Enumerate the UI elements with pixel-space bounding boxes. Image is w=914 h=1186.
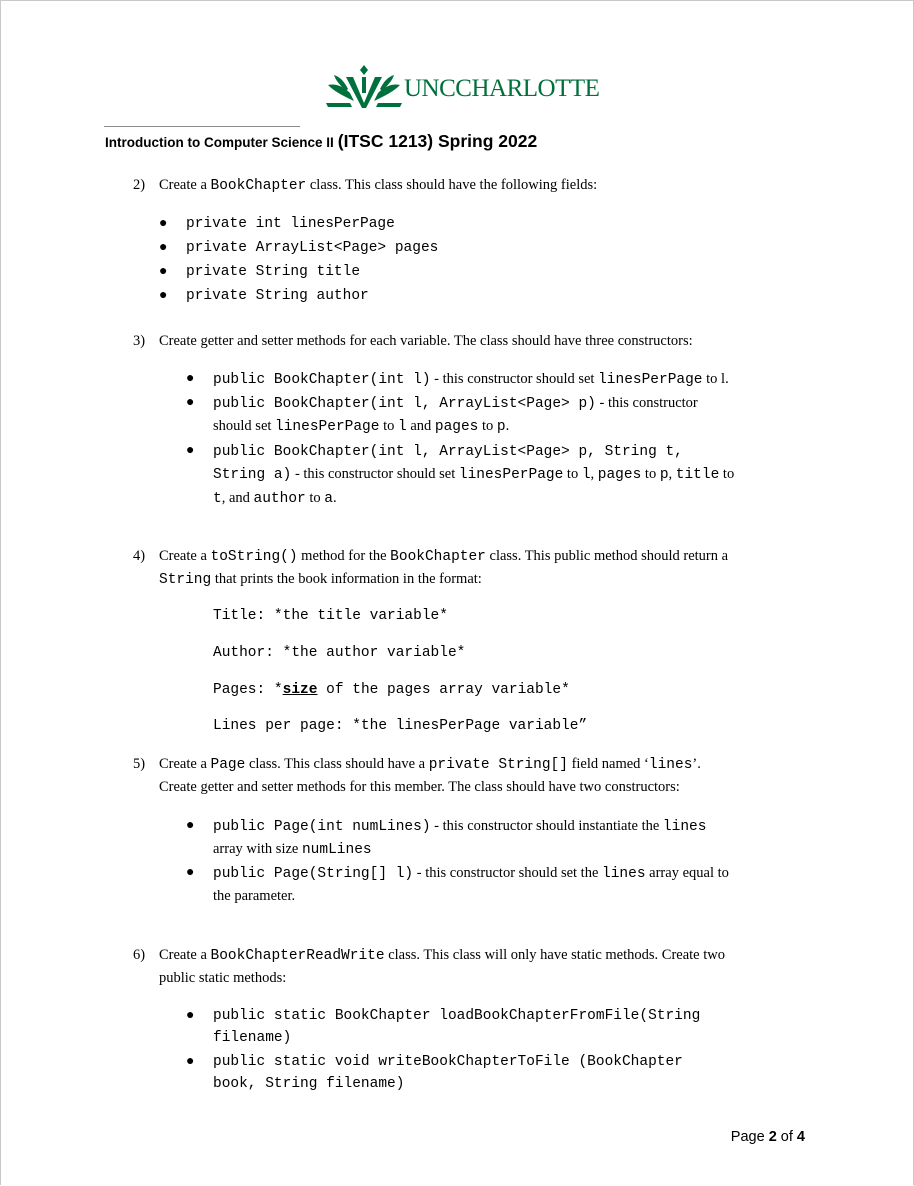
bullet-icon: ● (186, 865, 195, 880)
q4-number: 4) (133, 548, 146, 564)
q5-text-line2: Create getter and setter methods for this member. The class should have two constructors: (159, 779, 680, 795)
text-span: - this constructor (595, 395, 698, 411)
q3-constructor-2-line1 (213, 395, 698, 412)
current-page: 2 (768, 1129, 777, 1145)
format-pages-line (213, 682, 570, 698)
header-divider (104, 126, 300, 127)
code-span: linesPerPage (598, 372, 703, 388)
text-span: Create a (159, 756, 211, 772)
page-number (731, 1129, 805, 1145)
bullet-icon: ● (159, 240, 168, 255)
text-span: , (668, 466, 676, 482)
code-span: BookChapter (390, 549, 486, 565)
q5-constructor-1-line1 (213, 818, 706, 835)
code-span: pages (434, 419, 479, 435)
code-span: String (159, 572, 212, 588)
q2-text (159, 177, 597, 194)
q5-constructor-1-line2 (213, 841, 372, 858)
code-span: a (324, 491, 333, 507)
q6-text-line1 (159, 947, 725, 964)
q4-text-line1 (159, 548, 728, 565)
text-span: to (563, 466, 582, 482)
text-span: . (505, 418, 510, 434)
code-span: linesPerPage (275, 419, 380, 435)
university-logo (326, 63, 600, 109)
text-span: field named ‘ (567, 756, 649, 772)
text-span: to l. (702, 371, 729, 387)
text-span: class. This class will only have static methods. Create two (384, 947, 725, 963)
bullet-icon: ● (186, 371, 195, 386)
q3-number: 3) (133, 333, 146, 349)
q6-text-line2: public static methods: (159, 970, 287, 986)
code-span: private String[] (428, 757, 568, 773)
q4-text-line2 (159, 571, 482, 588)
text-span: . (332, 490, 337, 506)
text-span: to (379, 418, 398, 434)
code-span: l (581, 467, 591, 483)
q2-text-part: class. This class should have the following fields: (306, 177, 598, 193)
method-write-line2: book, String filename) (213, 1076, 405, 1092)
text-span: - this constructor should set the (413, 865, 603, 881)
q5-text-line1 (159, 756, 701, 773)
text-span: class. This class should have a (245, 756, 429, 772)
text-span: - this constructor should instantiate the (430, 818, 663, 834)
q2-number: 2) (133, 177, 146, 193)
q5-constructor-2-line1 (213, 865, 729, 882)
format-author-line: Author: *the author variable* (213, 645, 466, 661)
code-span: public Page(int numLines) (213, 819, 431, 835)
code-span: toString() (210, 549, 298, 565)
text-span: Page (730, 1129, 769, 1145)
q5-constructor-2-line2: the parameter. (213, 888, 296, 904)
text-span: Create a (159, 947, 211, 963)
text-span: - this constructor should set (430, 371, 599, 387)
code-span: lines (602, 866, 646, 882)
field-item: private String author (186, 288, 369, 304)
text-span: and (406, 418, 435, 434)
code-span: numLines (301, 842, 372, 858)
code-span: title (675, 467, 720, 483)
code-span: public BookChapter(int l, ArrayList<Page> p, String t, (213, 444, 683, 460)
q2-class-name: BookChapter (210, 178, 307, 194)
bullet-icon: ● (159, 288, 168, 303)
code-span: l (397, 419, 407, 435)
bullet-icon: ● (159, 216, 168, 231)
q3-constructor-3-line2 (213, 466, 734, 483)
text-span: Create a (159, 548, 211, 564)
code-span: Pages: * (213, 682, 283, 698)
q3-intro: Create getter and setter methods for each variable. The class should have three constructors: (159, 333, 693, 349)
code-span: pages (597, 467, 642, 483)
method-write-line1: public static void writeBookChapterToFile (BookChapter (213, 1054, 683, 1070)
text-span: of (776, 1129, 797, 1145)
code-span: lines (648, 757, 693, 773)
code-span-emphasis: size (282, 682, 318, 698)
code-span: p (659, 467, 669, 483)
code-span: String a) (213, 467, 292, 483)
text-span: that prints the book information in the format: (211, 571, 482, 587)
field-item: private ArrayList<Page> pages (186, 240, 439, 256)
code-span: author (253, 491, 306, 507)
bullet-icon: ● (186, 818, 195, 833)
code-span: Page (210, 757, 246, 773)
code-span: public BookChapter(int l, ArrayList<Page> p) (213, 396, 596, 412)
bullet-icon: ● (159, 264, 168, 279)
code-span: p (496, 419, 506, 435)
logo-wordmark: UNCCHARLOTTE (404, 75, 600, 102)
text-span: to (305, 490, 325, 506)
text-span: , (590, 466, 598, 482)
method-load-line1: public static BookChapter loadBookChapterFromFile(String (213, 1008, 701, 1024)
total-pages: 4 (796, 1129, 805, 1145)
crown-leaf-icon (326, 63, 402, 109)
text-span: - this constructor should set (291, 466, 459, 482)
q2-text-part: Create a (159, 177, 211, 193)
method-load-line2: filename) (213, 1030, 292, 1046)
text-span: to (641, 466, 660, 482)
text-span: class. This public method should return a (485, 548, 729, 564)
q3-constructor-1 (213, 371, 729, 388)
q3-constructor-3-line1 (213, 443, 683, 460)
bullet-icon: ● (186, 1008, 195, 1023)
code-span: of the pages array variable* (317, 682, 570, 698)
text-span: array with size (213, 841, 302, 857)
q6-number: 6) (133, 947, 146, 963)
bullet-icon: ● (186, 443, 195, 458)
bullet-icon: ● (186, 1054, 195, 1069)
text-span: to (719, 466, 735, 482)
text-span: should set (213, 418, 276, 434)
text-span: , and (221, 490, 254, 506)
format-title-line: Title: *the title variable* (213, 608, 448, 624)
q3-constructor-2-line2 (213, 418, 509, 435)
code-span: t (213, 491, 222, 507)
q5-number: 5) (133, 756, 146, 772)
text-span: method for the (297, 548, 391, 564)
format-lines-per-page-line: Lines per page: *the linesPerPage variable” (213, 718, 588, 734)
code-span: public Page(String[] l) (213, 866, 414, 882)
code-span: BookChapterReadWrite (210, 948, 385, 964)
course-title (105, 131, 537, 152)
course-code: (ITSC 1213) Spring 2022 (337, 131, 538, 151)
q3-constructor-3-line3 (213, 490, 337, 507)
field-item: private int linesPerPage (186, 216, 395, 232)
bullet-icon: ● (186, 395, 195, 410)
code-span: public BookChapter(int l) (213, 372, 431, 388)
field-item: private String title (186, 264, 361, 280)
code-span: linesPerPage (458, 467, 564, 483)
course-prefix: Introduction to Computer Science II (105, 135, 334, 150)
text-span: ’. (692, 756, 701, 772)
code-span: lines (662, 819, 707, 835)
text-span: to (478, 418, 497, 434)
text-span: array equal to (645, 865, 729, 881)
